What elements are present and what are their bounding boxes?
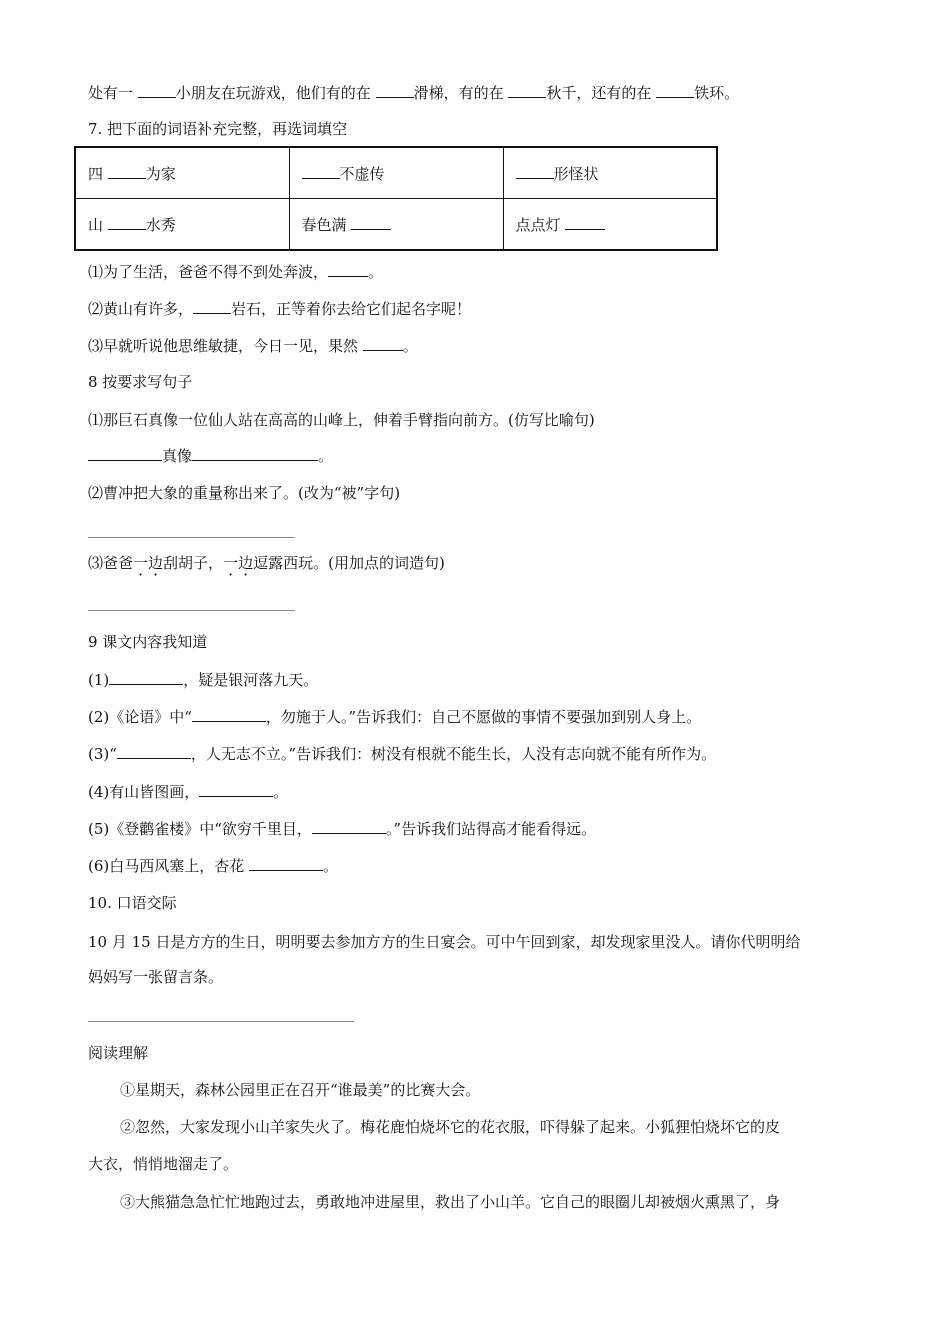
q7-sentence-3 [88, 336, 418, 356]
answer-blank[interactable] [363, 336, 403, 351]
idiom-cell [503, 199, 717, 251]
answer-blank[interactable] [312, 819, 386, 834]
q10-title: 10. 口语交际 [88, 894, 177, 912]
answer-blank[interactable] [199, 782, 273, 797]
q8-text: 真像 [162, 447, 193, 465]
q9-text: (2)《论语》中“ [88, 708, 192, 726]
emphasis-char: 边 [238, 554, 254, 572]
idiom-text: 春色满 [301, 215, 352, 234]
reading-title: 阅读理解 [88, 1044, 149, 1062]
answer-line[interactable] [88, 1021, 354, 1022]
idiom-text: 山 [88, 215, 108, 234]
idiom-text: 四 [88, 164, 108, 183]
answer-blank[interactable] [376, 83, 414, 98]
answer-blank[interactable] [249, 856, 323, 871]
answer-line[interactable] [88, 610, 295, 611]
q9-text: 。 [323, 857, 339, 875]
answer-blank[interactable] [109, 670, 183, 685]
q8-text: 逗露西玩。(用加点的词造句) [253, 554, 445, 572]
answer-blank[interactable] [656, 83, 694, 98]
reading-paragraph-3: ③大熊猫急急忙忙地跑过去，勇敢地冲进屋里，救出了小山羊。它自己的眼圈儿却被烟火熏黑了，身 [120, 1193, 781, 1211]
answer-blank[interactable] [351, 215, 391, 230]
reading-paragraph-2-cont: 大衣，悄悄地溜走了。 [88, 1155, 239, 1173]
q9-text: ，疑是银河落九天。 [183, 671, 319, 689]
answer-line[interactable] [88, 537, 295, 538]
reading-paragraph-2: ②忽然，大家发现小山羊家失火了。梅花鹿怕烧坏它的花衣服，吓得躲了起来。小狐狸怕烧坏它的皮 [120, 1118, 781, 1136]
idiom-text: 为家 [145, 164, 176, 183]
answer-blank[interactable] [88, 446, 162, 461]
q9-text: (4)有山皆图画， [88, 783, 200, 801]
q9-item-3 [88, 744, 716, 764]
emphasis-char: 一 [223, 554, 239, 572]
q6-text: 秋千，还有的在 [546, 84, 657, 102]
q9-text: (6)白马西风塞上，杏花 [88, 857, 250, 875]
q9-text: 。”告诉我们站得高才能看得远。 [385, 820, 597, 838]
idiom-text: 不虚传 [339, 164, 385, 183]
q8-sentence-1: ⑴那巨石真像一位仙人站在高高的山峰上，伸着手臂指向前方。(仿写比喻句) [88, 411, 595, 429]
idiom-cell [75, 199, 289, 251]
q7-text: 岩石，正等着你去给它们起名字呢！ [231, 300, 472, 318]
answer-blank[interactable] [192, 707, 266, 722]
idiom-table [74, 146, 718, 251]
q6-text: 铁环。 [694, 84, 740, 102]
q8-answer-1 [88, 446, 333, 466]
q10-prompt-line-1: 10 月 15 日是方方的生日，明明要去参加方方的生日宴会。可中午回到家，却发现家里没人。请你代明明给 [88, 933, 801, 951]
answer-blank[interactable] [516, 164, 554, 179]
q7-text: ⑶早就听说他思维敏捷，今日一见，果然 [88, 337, 363, 355]
q6-text: 小朋友在玩游戏，他们有的在 [175, 84, 376, 102]
q7-text: ⑵黄山有许多， [88, 300, 194, 318]
q10-prompt-line-2: 妈妈写一张留言条。 [88, 968, 224, 986]
answer-blank[interactable] [193, 299, 231, 314]
q8-text: ⑶爸爸 [88, 554, 134, 572]
emphasis-char: 边 [148, 554, 164, 572]
idiom-cell [503, 147, 717, 199]
idiom-cell [75, 147, 289, 199]
q9-item-1 [88, 670, 318, 690]
q6-text: 处有一 [88, 84, 138, 102]
idiom-text: 水秀 [145, 215, 176, 234]
emphasis-char: 一 [133, 554, 149, 572]
q6-text: 滑梯，有的在 [413, 84, 509, 102]
q9-text: ，人无志不立。”告诉我们：树没有根就不能生长，人没有志向就不能有所作为。 [190, 745, 717, 763]
answer-blank[interactable] [138, 83, 176, 98]
q9-item-4 [88, 782, 288, 802]
q8-sentence-2: ⑵曹冲把大象的重量称出来了。(改为“被”字句) [88, 484, 401, 502]
q8-text: 刮胡子， [163, 554, 224, 572]
q7-text: ⑴为了生活，爸爸不得不到处奔波， [88, 263, 329, 281]
q7-text: 。 [368, 263, 384, 281]
answer-blank[interactable] [328, 262, 368, 277]
q6-fill-sentence [88, 83, 739, 103]
answer-blank[interactable] [302, 164, 340, 179]
answer-blank[interactable] [565, 215, 605, 230]
reading-paragraph-1: ①星期天，森林公园里正在召开“谁最美”的比赛大会。 [120, 1081, 481, 1099]
q9-text: ，勿施于人。”告诉我们：自己不愿做的事情不要强加到别人身上。 [265, 708, 702, 726]
q9-item-2 [88, 707, 701, 727]
q8-text: 。 [318, 447, 334, 465]
q9-text: (5)《登鹳雀楼》中“欲穷千里目， [88, 820, 312, 838]
q8-title: 8 按要求写句子 [88, 373, 193, 391]
q7-sentence-2 [88, 299, 471, 319]
q9-text: 。 [273, 783, 289, 801]
q9-item-5 [88, 819, 596, 839]
q9-item-6 [88, 856, 338, 876]
answer-blank[interactable] [192, 446, 318, 461]
idiom-cell [289, 199, 503, 251]
idiom-cell [289, 147, 503, 199]
q9-title: 9 课文内容我知道 [88, 633, 208, 651]
idiom-text: 形怪状 [553, 164, 599, 183]
q9-text: (3)“ [88, 745, 117, 763]
answer-blank[interactable] [108, 215, 146, 230]
q8-sentence-3 [88, 553, 445, 573]
answer-blank[interactable] [508, 83, 546, 98]
q7-sentence-1 [88, 262, 383, 282]
q9-text: (1) [88, 671, 110, 689]
answer-blank[interactable] [117, 744, 191, 759]
answer-blank[interactable] [108, 164, 146, 179]
q7-title: 7. 把下面的词语补充完整，再选词填空 [88, 120, 348, 138]
idiom-text: 点点灯 [515, 215, 566, 234]
q7-text: 。 [402, 337, 418, 355]
